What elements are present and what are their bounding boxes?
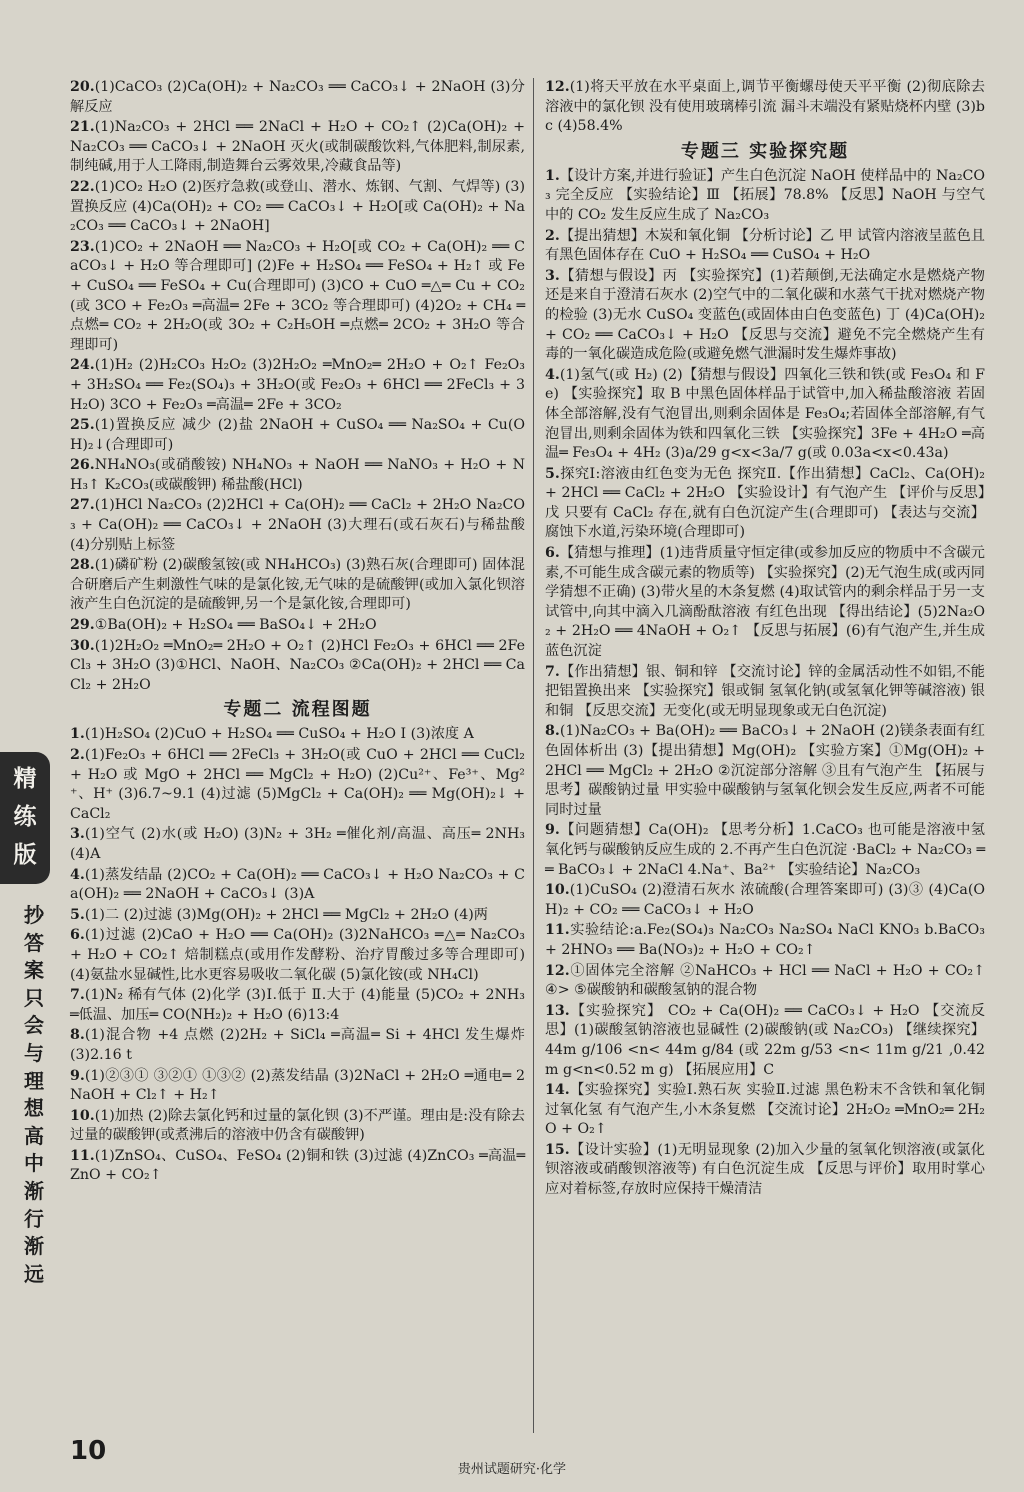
answer-text: (1)蒸发结晶 (2)CO₂ + Ca(OH)₂ ══ CaCO₃↓ + H₂O Na₂CO₃ + Ca(OH)₂ ══ 2NaOH + CaCO₃↓ (3)A bbox=[70, 866, 525, 903]
page-number: 10 bbox=[70, 1436, 107, 1466]
answer-item bbox=[70, 616, 525, 636]
answer-item bbox=[545, 1081, 985, 1140]
answer-item bbox=[70, 356, 525, 415]
answer-item bbox=[545, 881, 985, 920]
edition-tab-char: 练 bbox=[13, 804, 37, 830]
answer-item bbox=[70, 238, 525, 356]
answer-text: 实验结论:a.Fe₂(SO₄)₃ Na₂CO₃ Na₂SO₄ NaCl KNO₃ b.BaCO₃ + 2HNO₃ ══ Ba(NO₃)₂ + H₂O + CO₂↑ bbox=[545, 922, 985, 958]
answer-item bbox=[70, 1147, 525, 1186]
answer-number: 27. bbox=[70, 497, 95, 514]
answer-item bbox=[70, 825, 525, 864]
answer-text: 【设计方案,并进行验证】产生白色沉淀 NaOH 使样品中的 Na₂CO₃ 完全反应 【实验结论】Ⅲ 【拓展】78.8% 【反思】NaOH 与空气中的 CO₂ 发生反应生成了 Na₂CO₃ bbox=[545, 167, 985, 223]
slogan-char: 只 bbox=[24, 985, 44, 1010]
answer-item bbox=[545, 78, 985, 137]
answer-item bbox=[70, 926, 525, 985]
answer-text: (1)ZnSO₄、CuSO₄、FeSO₄ (2)铜和铁 (3)过滤 (4)ZnCO₃ ═高温═ ZnO + CO₂↑ bbox=[70, 1147, 525, 1184]
answer-text: (1)过滤 (2)CaO + H₂O ══ Ca(OH)₂ (3)2NaHCO₃ ═△═ Na₂CO₃ + H₂O + CO₂↑ 焙制糕点(或用作发酵粉、治疗胃酸过多等合理即可) (4)氨盐水显碱性,比水更容易吸收二氧化碳 (5)氯化铵(或 NH₄Cl) bbox=[70, 927, 525, 983]
answer-text: (1)H₂SO₄ (2)CuO + H₂SO₄ ══ CuSO₄ + H₂O Ⅰ (3)浓度 A bbox=[84, 726, 474, 743]
slogan-char: 渐 bbox=[24, 1234, 44, 1259]
answer-text: (1)Fe₂O₃ + 6HCl ══ 2FeCl₃ + 3H₂O(或 CuO + 2HCl ══ CuCl₂ + H₂O 或 MgO + 2HCl ══ MgCl₂ + H₂O) (2)Cu²⁺、Fe³⁺、Mg²⁺、H⁺ (3)6.7~9.1 (4)过滤 (5)MgCl₂ + Ca(OH)₂ ══ Mg(OH)₂↓ + CaCl₂ bbox=[70, 747, 525, 822]
answer-item bbox=[545, 366, 985, 464]
answer-item bbox=[70, 1107, 525, 1146]
answer-number: 9. bbox=[545, 822, 560, 839]
slogan-char: 渐 bbox=[24, 1178, 44, 1203]
right-column bbox=[545, 78, 985, 1201]
answer-number: 8. bbox=[545, 723, 560, 740]
answer-item bbox=[70, 906, 525, 926]
answer-item bbox=[545, 267, 985, 365]
slogan-char: 理 bbox=[24, 1068, 44, 1093]
answer-text: (1)N₂ 稀有气体 (2)化学 (3)Ⅰ.低于 Ⅱ.大于 (4)能量 (5)CO₂ + 2NH₃ ═低温、加压═ CO(NH₂)₂ + H₂O (6)13:4 bbox=[70, 987, 525, 1023]
answer-item bbox=[70, 78, 525, 117]
slogan-char: 答 bbox=[24, 930, 44, 955]
answer-number: 23. bbox=[70, 238, 95, 255]
answer-text: (1)CO₂ + 2NaOH ══ Na₂CO₃ + H₂O[或 CO₂ + Ca(OH)₂ ══ CaCO₃↓ + H₂O 等合理即可] (2)Fe + H₂SO₄ ══ FeSO₄ + H₂↑ 或 Fe + CuSO₄ ══ FeSO₄ + Cu(合理即可) (3)CO + CuO ═△═ Cu + CO₂(或 3CO + Fe₂O₃ ═高温═ 2Fe + 3CO₂ 等合理即可) (4)2O₂ + CH₄ ═点燃═ CO₂ + 2H₂O(或 3O₂ + C₂H₅OH ═点燃═ 2CO₂ + 3H₂O 等合理即可) bbox=[70, 238, 525, 353]
answer-item bbox=[70, 866, 525, 905]
answer-item bbox=[545, 544, 985, 662]
answer-text: (1)CuSO₄ (2)澄清石灰水 浓硫酸(合理答案即可) (3)③ (4)Ca(OH)₂ + CO₂ ══ CaCO₃↓ + H₂O bbox=[545, 882, 985, 918]
answer-item bbox=[545, 722, 985, 820]
answer-number: 25. bbox=[70, 417, 95, 434]
left-column bbox=[70, 78, 525, 1187]
answer-number: 3. bbox=[545, 267, 560, 284]
answer-item bbox=[545, 227, 985, 266]
slogan-char: 行 bbox=[24, 1206, 44, 1231]
answer-number: 1. bbox=[70, 726, 85, 743]
answer-text: 【设计实验】(1)无明显现象 (2)加入少量的氢氧化钡溶液(或氯化钡溶液或硝酸钡溶液等) 有白色沉淀生成 【反思与评价】取用时掌心应对着标签,存放时应保持干燥清洁 bbox=[545, 1141, 985, 1198]
answer-item bbox=[70, 118, 525, 177]
answer-text: (1)H₂ (2)H₂CO₃ H₂O₂ (3)2H₂O₂ ═MnO₂═ 2H₂O + O₂↑ Fe₂O₃ + 3H₂SO₄ ══ Fe₂(SO₄)₃ + 3H₂O(或 Fe₂O₃ + 6HCl ══ 2FeCl₃ + 3H₂O) 3CO + Fe₂O₃ ═高温═ 2Fe + 3CO₂ bbox=[70, 357, 525, 413]
answer-text: (1)氢气(或 H₂) (2)【猜想与假设】四氧化三铁和铁(或 Fe₃O₄ 和 Fe) 【实验探究】取 B 中黑色固体样品于试管中,加入稀盐酸溶液 若固体全部溶解,没有气泡冒出,则剩余固体是 Fe₃O₄;若固体全部溶解,有气泡冒出,则剩余固体为铁和四氧化三铁 【实验探究】3Fe + 4H₂O ═高温═ Fe₃O₄ + 4H₂ (3)a/29 g<x<3a/7 g(或 0.03a<x<0.43a) bbox=[545, 366, 985, 462]
answer-text: 探究Ⅰ:溶液由红色变为无色 探究Ⅱ.【作出猜想】CaCl₂、Ca(OH)₂ + 2HCl ══ CaCl₂ + 2H₂O 【实验设计】有气泡产生 【评价与反思】戊 只要有 CaCl₂ 存在,就有白色沉淀产生(合理即可) 【表达与交流】腐蚀下水道,污染环境(合理即可) bbox=[545, 465, 985, 541]
answer-number: 11. bbox=[545, 922, 570, 939]
answer-item bbox=[70, 746, 525, 824]
answer-text: (1)磷矿粉 (2)碳酸氢铵(或 NH₄HCO₃) (3)熟石灰(合理即可) 固体混合研磨后产生刺激性气味的是氯化铵,无气味的是硫酸钾(或加入氯化钡溶液产生白色沉淀的是硫酸钾,另一个是氯化铵,合理即可) bbox=[70, 557, 525, 613]
answer-item bbox=[70, 456, 525, 495]
answer-item bbox=[545, 1002, 985, 1080]
answer-number: 12. bbox=[545, 962, 570, 979]
answer-number: 24. bbox=[70, 357, 95, 374]
side-slogan bbox=[22, 902, 46, 1288]
slogan-char: 案 bbox=[24, 958, 44, 983]
answer-number: 5. bbox=[70, 906, 85, 923]
answer-item bbox=[70, 1026, 525, 1065]
answer-item bbox=[70, 178, 525, 237]
answer-number: 29. bbox=[70, 617, 95, 634]
answer-number: 7. bbox=[70, 987, 85, 1004]
answer-number: 12. bbox=[545, 79, 570, 95]
slogan-char: 与 bbox=[24, 1040, 44, 1065]
slogan-char: 高 bbox=[24, 1123, 44, 1148]
answer-number: 4. bbox=[545, 366, 560, 383]
answer-number: 3. bbox=[70, 826, 85, 843]
page-footer: 贵州试题研究·化学 bbox=[457, 1462, 567, 1477]
answer-text: 【猜想与假设】丙 【实验探究】(1)若颠倒,无法确定水是燃烧产物还是来自于澄清石灰水 (2)空气中的二氧化碳和水蒸气干扰对燃烧产物的检验 (3)无水 CuSO₄ 变蓝色(或固体由白色变蓝色) 丁 (4)Ca(OH)₂ + CO₂ ══ CaCO₃↓ + H₂O 【反思与交流】避免不完全燃烧产生有毒的一氧化碳造成危险(或避免燃气泄漏时发生爆炸事故) bbox=[545, 267, 985, 363]
slogan-char: 会 bbox=[24, 1013, 44, 1038]
answer-number: 2. bbox=[70, 747, 85, 763]
answer-text: 【实验探究】实验Ⅰ.熟石灰 实验Ⅱ.过滤 黑色粉末不含铁和氧化铜 过氧化氢 有气泡产生,小木条复燃 【交流讨论】2H₂O₂ ═MnO₂═ 2H₂O + O₂↑ bbox=[545, 1082, 985, 1138]
answer-number: 1. bbox=[545, 167, 560, 184]
answer-item bbox=[70, 637, 525, 696]
answer-number: 11. bbox=[70, 1147, 95, 1164]
answer-text: (1)将天平放在水平桌面上,调节平衡螺母使天平平衡 (2)彻底除去溶液中的氯化钡 没有使用玻璃棒引流 漏斗末端没有紧贴烧杯内壁 (3)bc (4)58.4% bbox=[545, 79, 985, 135]
answer-item bbox=[545, 663, 985, 722]
answer-item bbox=[545, 167, 985, 226]
slogan-char: 抄 bbox=[24, 903, 44, 927]
answer-number: 6. bbox=[70, 927, 85, 944]
answer-text: (1)加热 (2)除去氯化钙和过量的氯化钡 (3)不严谨。理由是:没有除去过量的碳酸钾(或煮沸后的溶液中仍含有碳酸钾) bbox=[70, 1107, 525, 1144]
answer-item bbox=[70, 725, 525, 745]
answer-item bbox=[545, 821, 985, 880]
answer-number: 7. bbox=[545, 663, 560, 680]
slogan-char: 中 bbox=[24, 1151, 44, 1176]
answer-item bbox=[70, 496, 525, 555]
answer-number: 26. bbox=[70, 457, 95, 474]
column-divider bbox=[533, 78, 534, 1433]
slogan-char: 想 bbox=[24, 1096, 44, 1121]
answer-text: 【问题猜想】Ca(OH)₂ 【思考分析】1.CaCO₃ 也可能是溶液中氢氧化钙与碳酸钠反应生成的 2.不再产生白色沉淀 ·BaCl₂ + Na₂CO₃ ══ BaCO₃↓ + 2NaCl 4.Na⁺、Ba²⁺ 【实验结论】Na₂CO₃ bbox=[545, 822, 985, 878]
answer-number: 28. bbox=[70, 557, 95, 574]
answer-number: 20. bbox=[70, 79, 95, 95]
answer-text: (1)CO₂ H₂O (2)医疗急救(或登山、潜水、炼钢、气割、气焊等) (3)置换反应 (4)Ca(OH)₂ + CO₂ ══ CaCO₃↓ + H₂O[或 Ca(OH)₂ + Na₂CO₃ ══ CaCO₃↓ + 2NaOH] bbox=[70, 178, 525, 235]
answer-text: (1)置换反应 减少 (2)盐 2NaOH + CuSO₄ ══ Na₂SO₄ + Cu(OH)₂↓(合理即可) bbox=[70, 417, 525, 453]
answer-number: 10. bbox=[545, 882, 570, 899]
answer-number: 5. bbox=[545, 465, 560, 482]
edition-tab-label bbox=[13, 760, 37, 874]
answer-item bbox=[70, 986, 525, 1025]
answer-text: (1)CaCO₃ (2)Ca(OH)₂ + Na₂CO₃ ══ CaCO₃↓ + 2NaOH (3)分解反应 bbox=[70, 79, 525, 115]
answer-item bbox=[545, 921, 985, 960]
answer-text: (1)二 (2)过滤 (3)Mg(OH)₂ + 2HCl ══ MgCl₂ + 2H₂O (4)两 bbox=[84, 906, 488, 923]
answer-text: (1)HCl Na₂CO₃ (2)2HCl + Ca(OH)₂ ══ CaCl₂ + 2H₂O Na₂CO₃ + Ca(OH)₂ ══ CaCO₃↓ + 2NaOH (3)大理石(或石灰石)与稀盐酸 (4)分别贴上标签 bbox=[70, 497, 525, 553]
answer-number: 8. bbox=[70, 1027, 85, 1044]
answer-item bbox=[545, 465, 985, 543]
edition-tab bbox=[0, 752, 50, 884]
answer-item bbox=[545, 962, 985, 1001]
answer-text: (1)Na₂CO₃ + 2HCl ══ 2NaCl + H₂O + CO₂↑ (2)Ca(OH)₂ + Na₂CO₃ ══ CaCO₃↓ + 2NaOH 灭火(或制碳酸饮料,气体肥料,制尿素,制纯碱,用于人工降雨,制造舞台云雾效果,冷藏食品等) bbox=[70, 119, 525, 175]
answer-number: 22. bbox=[70, 178, 95, 195]
answer-text: NH₄NO₃(或硝酸铵) NH₄NO₃ + NaOH ══ NaNO₃ + H₂O + NH₃↑ K₂CO₃(或碳酸钾) 稀盐酸(HCl) bbox=[70, 457, 525, 493]
answer-number: 15. bbox=[545, 1141, 570, 1158]
answer-text: (1)Na₂CO₃ + Ba(OH)₂ ══ BaCO₃↓ + 2NaOH (2)镁条表面有红色固体析出 (3)【提出猜想】Mg(OH)₂ 【实验方案】①Mg(OH)₂ + 2HCl ══ MgCl₂ + 2H₂O ②沉淀部分溶解 ③且有气泡产生 【拓展与思考】碳酸钠过量 甲实验中碳酸钠与氢氧化钡会发生反应,两者不可能同时过量 bbox=[545, 723, 985, 818]
answer-item bbox=[70, 556, 525, 615]
answer-item bbox=[545, 1141, 985, 1200]
answer-number: 30. bbox=[70, 637, 95, 654]
answer-number: 21. bbox=[70, 119, 95, 136]
answer-text: ①固体完全溶解 ②NaHCO₃ + HCl ══ NaCl + H₂O + CO₂↑ ④> ⑤碳酸钠和碳酸氢钠的混合物 bbox=[545, 962, 985, 999]
answer-number: 4. bbox=[70, 866, 85, 883]
answer-text: 【猜想与推理】(1)违背质量守恒定律(或参加反应的物质中不含碳元素,不可能生成含碳元素的物质等) 【实验探究】(2)无气泡生成(或丙同学猜想不正确) (3)带火星的木条复燃 (4)取试管内的剩余样品于另一支试管中,向其中滴入几滴酚酞溶液 有红色出现 【得出结论】(5)2Na₂O₂ + 2H₂O ══ 4NaOH + O₂↑ 【反思与拓展】(6)有气泡产生,并生成蓝色沉淀 bbox=[545, 545, 985, 660]
section-title: 专题三 实验探究题 bbox=[680, 140, 850, 162]
answer-text: (1)2H₂O₂ ═MnO₂═ 2H₂O + O₂↑ (2)HCl Fe₂O₃ + 6HCl ══ 2FeCl₃ + 3H₂O (3)①HCl、NaOH、Na₂CO₃ ②Ca(OH)₂ + 2HCl ══ CaCl₂ + 2H₂O bbox=[70, 637, 525, 693]
answer-number: 9. bbox=[70, 1067, 85, 1084]
answer-number: 2. bbox=[545, 227, 560, 244]
answer-number: 13. bbox=[545, 1002, 570, 1019]
answer-text: (1)②③① ③②① ①③② (2)蒸发结晶 (3)2NaCl + 2H₂O ═通电═ 2NaOH + Cl₂↑ + H₂↑ bbox=[70, 1067, 525, 1104]
answer-item bbox=[70, 416, 525, 455]
answer-text: (1)混合物 +4 点燃 (2)2H₂ + SiCl₄ ═高温═ Si + 4HCl 发生爆炸 (3)2.16 t bbox=[70, 1027, 525, 1063]
answer-number: 14. bbox=[545, 1082, 570, 1099]
slogan-char: 远 bbox=[24, 1261, 44, 1286]
edition-tab-char: 精 bbox=[13, 766, 37, 792]
answer-number: 10. bbox=[70, 1107, 95, 1124]
edition-tab-char: 版 bbox=[13, 842, 37, 868]
answer-item bbox=[70, 1067, 525, 1106]
answer-text: ①Ba(OH)₂ + H₂SO₄ ══ BaSO₄↓ + 2H₂O bbox=[94, 617, 377, 634]
answer-text: 【提出猜想】木炭和氧化铜 【分析讨论】乙 甲 试管内溶液呈蓝色且有黑色固体存在 CuO + H₂SO₄ ══ CuSO₄ + H₂O bbox=[545, 227, 985, 264]
answer-text: 【实验探究】 CO₂ + Ca(OH)₂ ══ CaCO₃↓ + H₂O 【交流反思】(1)碳酸氢钠溶液也显碱性 (2)碳酸钠(或 Na₂CO₃) 【继续探究】44m g/106 <n< 44m g/84 (或 22m g/53 <n< 11m g/21 ,0.42 m g<n<0.52 m g) 【拓展应用】C bbox=[545, 1002, 985, 1078]
section-title: 专题二 流程图题 bbox=[223, 699, 372, 721]
answer-number: 6. bbox=[545, 545, 560, 562]
answer-text: (1)空气 (2)水(或 H₂O) (3)N₂ + 3H₂ ═催化剂/高温、高压═ 2NH₃ (4)A bbox=[70, 826, 525, 862]
answer-text: 【作出猜想】银、铜和锌 【交流讨论】锌的金属活动性不如铝,不能把铝置换出来 【实验探究】银或铜 氢氧化钠(或氢氧化钾等碱溶液) 银和铜 【反思交流】无变化(或无明显现象或无白色沉淀) bbox=[545, 663, 985, 719]
